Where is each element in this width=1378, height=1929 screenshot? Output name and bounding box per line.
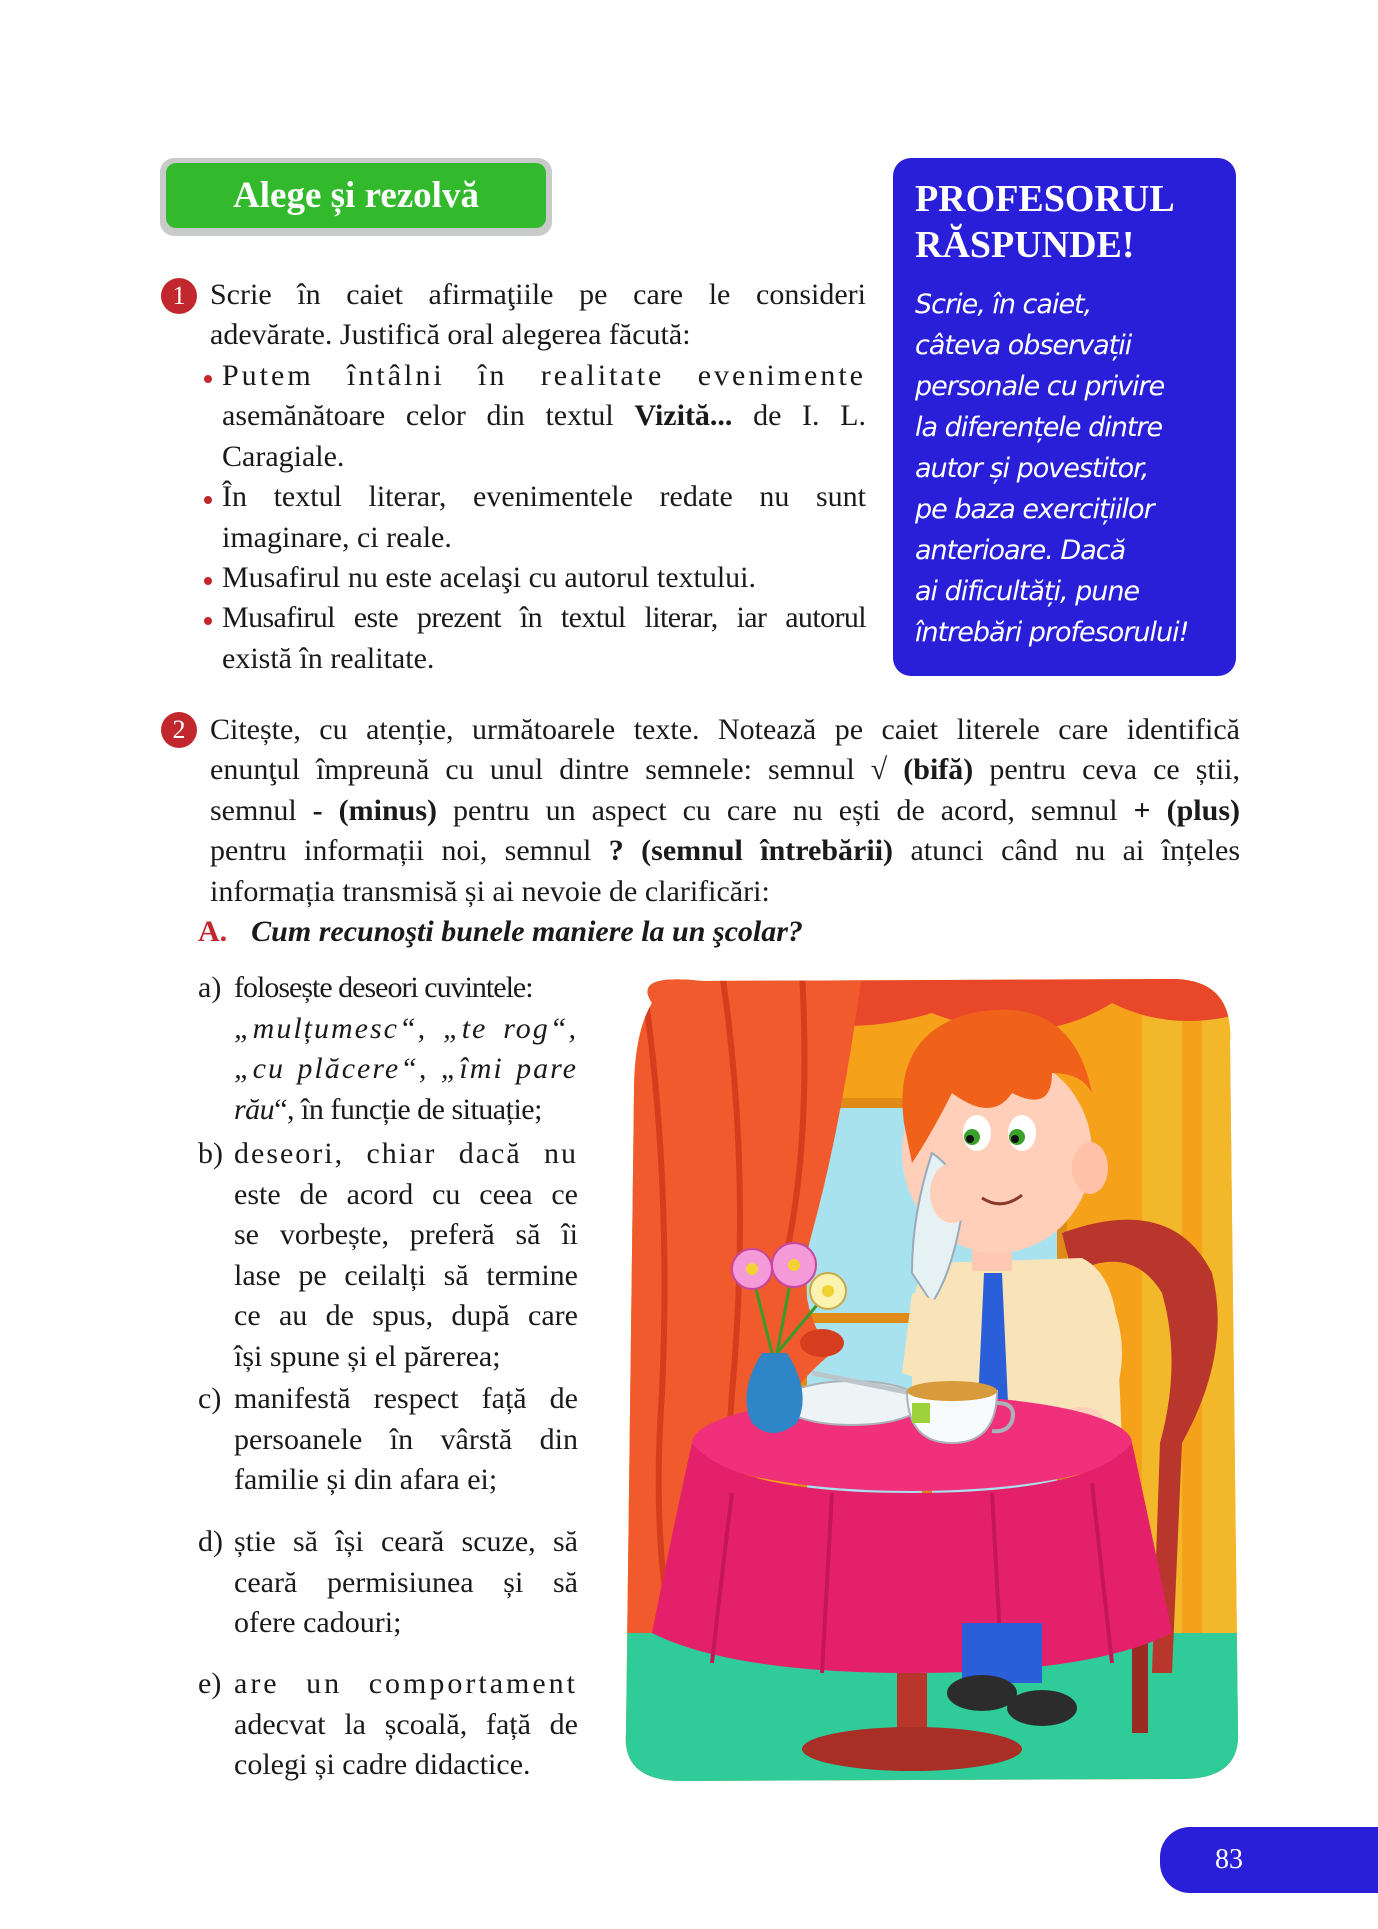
ex2-text: semnul [210,794,313,827]
teacher-text-line: personale cu privire [915,371,1165,402]
item-line: folosește deseori cuvintele: [234,971,533,1004]
teacher-text-line: anterioare. Dacă [915,535,1126,566]
teacher-text-line: ai dificultăți, pune [915,576,1140,607]
exercise-2-badge: 2 [161,712,197,748]
item-text: “, în funcție de situație; [274,1092,542,1126]
item-label: e) [198,1667,222,1700]
item-line: se vorbește, preferă să îi [234,1218,578,1251]
ex2-text: atunci când nu ai înțeles [893,834,1240,867]
item-line: persoanele în vârstă din [234,1422,578,1456]
ex1-bullet-4-line: Musafirul este prezent în textul literar, iar autorul [222,601,866,634]
list-item-b [198,1134,578,1377]
ex1-bullet-2-line: imaginare, ci reale. [222,521,452,554]
teacher-text-line: câteva observații [915,330,1132,361]
ex1-bullet-1-line: Caragiale. [222,440,345,473]
bullet-icon [204,496,212,504]
item-line: are un comportament [234,1667,578,1700]
section-a-heading [198,912,803,952]
item-label: c) [198,1382,222,1415]
list-item-c [198,1379,578,1501]
ex1-line: Scrie în caiet afirmaţiile pe care le consideri [210,278,866,311]
item-text: rău [234,1092,275,1126]
ex2-line [210,750,1240,791]
ex2-text: pentru ceva ce știi, [973,753,1240,786]
ex2-bold: + (plus) [1133,794,1240,827]
boy-at-table-illustration [612,973,1244,1784]
text-title-vizita: Vizită... [634,399,733,432]
item-line: ofere cadouri; [234,1606,402,1639]
ex2-text: pentru informații noi, semnul [210,834,609,867]
bullet-icon [204,577,212,585]
bullet-icon [204,375,212,383]
teacher-box-title [915,176,1235,268]
ex1-bullet-2-line: În textul literar, evenimentele redate nu sunt [222,480,866,513]
plate [782,1381,922,1425]
teacher-text-line: Scrie, în caiet, [915,289,1092,320]
ex2-bold: - (minus) [312,794,437,827]
section-a-letter: A. [198,915,228,948]
table-base [802,1727,1022,1771]
item-line: adecvat la școală, față de [234,1707,578,1741]
item-line [234,1090,578,1131]
teacher-text-line: la diferențele dintre [915,412,1163,443]
ex1-bullet-3-line: Musafirul nu este acelaşi cu autorul textului. [222,561,757,594]
ex2-line [210,791,1240,832]
ex2-line [210,831,1240,872]
item-line: „mulțumesc“, „te rog“, [234,1011,578,1045]
ex1-text: de I. L. [732,399,866,432]
teacher-title-line: PROFESORUL [915,178,1175,220]
ex2-bold: ? (semnul întrebării) [608,834,894,867]
ex2-line: informația transmisă și ai nevoie de clarificări: [210,875,770,908]
page-number: 83 [1215,1844,1243,1875]
page-number-tab [1160,1827,1378,1893]
teacher-box-text [915,284,1235,653]
item-line: „cu plăcere“, „îmi pare [234,1052,578,1085]
ex1-text: asemănătoare celor din textul [222,399,635,432]
list-item-a [198,968,578,1130]
teacher-text-line: pe baza exercițiilor [915,494,1154,525]
item-line: deseori, chiar dacă nu [234,1137,578,1170]
item-line: ce au de spus, după care [234,1299,578,1332]
item-line: familie și din afara ei; [234,1463,498,1496]
item-label: b) [198,1137,223,1170]
ex2-bold: (bifă) [903,753,974,786]
item-line: este de acord cu ceea ce [234,1177,578,1211]
ex1-bullet-4-line: există în realitate. [222,642,435,675]
section-heading [160,158,552,236]
ex2-line: Citește, cu atenție, următoarele texte. Notează pe caiet literele care identifică [210,713,1240,746]
item-line: știe să își ceară scuze, să [234,1525,578,1558]
ex1-line: adevărate. Justifică oral alegerea făcută: [210,318,691,351]
item-line: lase pe ceilalți să termine [234,1258,578,1292]
item-line: manifestă respect față de [234,1382,578,1415]
item-label: d) [198,1525,223,1558]
item-label: a) [198,971,222,1004]
ex2-text: enunţul împreună cu unul dintre semnele: semnul √ [210,753,904,786]
ex1-bullet-1-line [222,396,866,437]
bullet-icon [204,617,212,625]
exercise-1-badge: 1 [161,278,197,314]
item-line: își spune și el părerea; [234,1339,501,1373]
item-line: colegi și cadre didactice. [234,1748,531,1781]
teacher-answers-box [893,158,1236,676]
teacher-title-line: RĂSPUNDE! [915,224,1135,266]
ex2-text: pentru un aspect cu care nu ești de acord, semnul [437,794,1134,827]
section-heading-label: Alege și rezolvă [166,163,546,228]
ex1-bullet-1-line: Putem întâlni în realitate evenimente [222,359,866,392]
teacher-text-line: autor și povestitor, [915,453,1149,484]
teacher-text-line: întrebări profesorului! [915,617,1189,648]
section-a-question: Cum recunoşti bunele maniere la un şcolar? [251,915,803,948]
list-item-e [198,1664,578,1786]
item-line: ceară permisiunea și să [234,1565,578,1599]
list-item-d [198,1522,578,1644]
